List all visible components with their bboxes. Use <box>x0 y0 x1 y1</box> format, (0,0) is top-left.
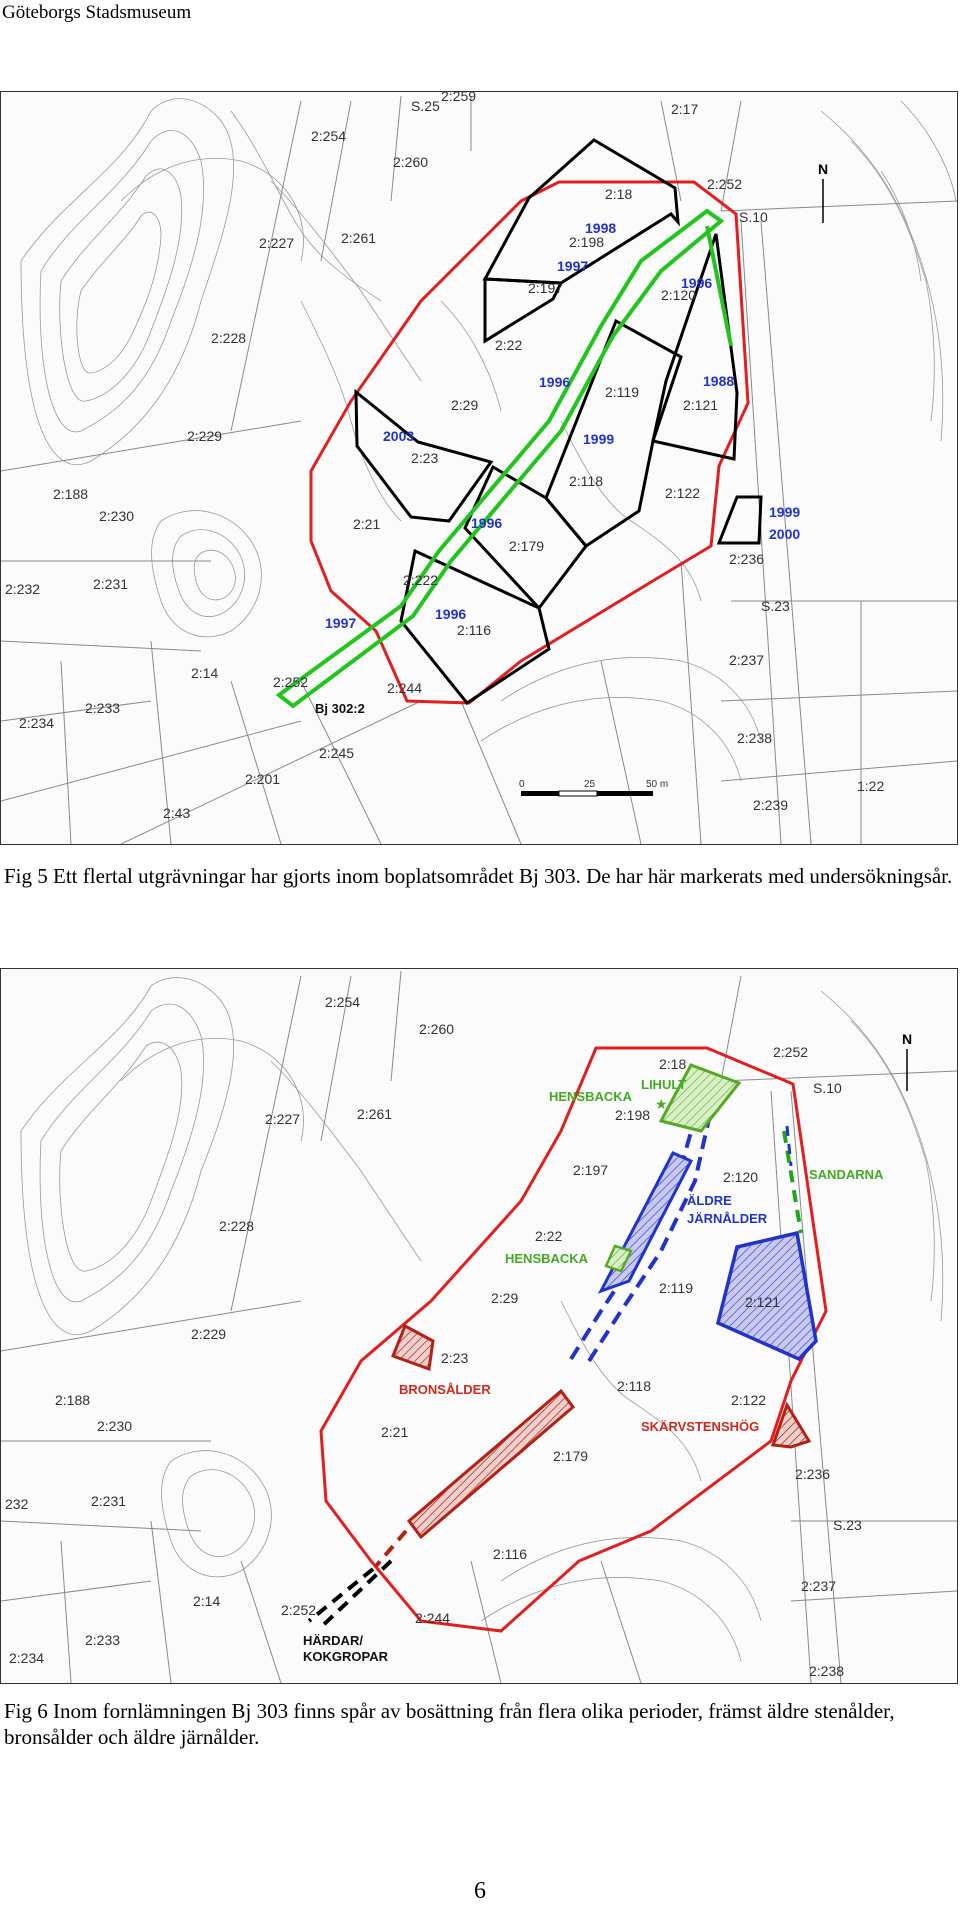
scale-label-0: 0 <box>519 779 525 790</box>
parcel-label: 2:254 <box>311 128 347 144</box>
parcel-label: 2:201 <box>245 771 281 787</box>
excavation-year-label: 1996 <box>435 606 467 622</box>
north-arrow-label: N <box>902 1031 913 1047</box>
parcel-label: 2:261 <box>357 1106 393 1122</box>
parcel-label: 2:23 <box>411 450 439 466</box>
parcel-label: 2:233 <box>85 1632 121 1648</box>
parcel-label: 2:188 <box>55 1392 91 1408</box>
property-lines <box>1 96 957 844</box>
parcel-label: 2:234 <box>9 1650 45 1666</box>
parcel-label: 2:198 <box>615 1107 651 1123</box>
parcel-label: 2:260 <box>393 154 429 170</box>
parcel-label: S.23 <box>833 1517 862 1533</box>
scale-label-25: 25 <box>584 779 596 790</box>
parcel-label: 2:188 <box>53 486 89 502</box>
scale-label-50: 50 m <box>646 779 669 790</box>
parcel-label: 2:244 <box>387 680 423 696</box>
excavation-year-label: 1997 <box>325 615 357 631</box>
svg-text:★: ★ <box>655 1098 668 1113</box>
parcel-label: 2:231 <box>93 576 129 592</box>
north-arrow <box>818 161 828 223</box>
parcel-label: 2:230 <box>99 508 135 524</box>
excavation-trench <box>279 211 721 706</box>
parcel-label: 2:43 <box>163 805 191 821</box>
parcel-label: 2:236 <box>729 551 765 567</box>
excavation-areas <box>356 140 761 703</box>
parcel-label: 2:120 <box>723 1169 759 1185</box>
period-label: HÄRDAR/ <box>303 1633 363 1648</box>
parcel-label: 2:22 <box>495 337 523 353</box>
parcel-label: 232 <box>5 1496 29 1512</box>
parcel-label: 2:233 <box>85 700 121 716</box>
period-label: BRONSÅLDER <box>399 1382 491 1397</box>
page-number: 6 <box>474 1878 486 1904</box>
period-label: SKÄRVSTENSHÖG <box>641 1419 760 1434</box>
parcel-label: 2:122 <box>731 1392 767 1408</box>
parcel-label: 2:118 <box>569 473 603 489</box>
parcel-label: 2:237 <box>801 1578 837 1594</box>
parcel-label: 2:237 <box>729 652 765 668</box>
settlement-periods-map <box>0 968 958 1684</box>
parcel-label: 2:259 <box>441 92 477 104</box>
parcel-label: S.10 <box>813 1080 842 1096</box>
parcel-label: 2:116 <box>457 622 491 638</box>
parcel-label: 2:252 <box>773 1044 809 1060</box>
parcel-label: 2:179 <box>553 1448 589 1464</box>
north-arrow-label: N <box>818 161 829 177</box>
parcel-label: 2:18 <box>659 1056 687 1072</box>
parcel-label: 2:119 <box>659 1280 693 1296</box>
parcel-label: 2:23 <box>441 1350 469 1366</box>
excavation-year-label: 1998 <box>585 220 617 236</box>
period-label: KOKGROPAR <box>303 1649 388 1664</box>
excavation-year-label: 1996 <box>539 374 571 390</box>
parcel-label: 2:244 <box>415 1610 451 1626</box>
star-icon <box>655 1098 668 1113</box>
parcel-label: 2:234 <box>19 715 55 731</box>
aldre-jarnalder-strip <box>601 1153 691 1291</box>
parcel-label: 2:254 <box>325 994 361 1010</box>
parcel-label: 2:121 <box>683 397 719 413</box>
excavation-year-label: 1999 <box>769 504 801 520</box>
parcel-label: 2:222 <box>403 572 439 588</box>
parcel-label: 2:122 <box>665 485 701 501</box>
parcel-label: 2:197 <box>528 280 564 296</box>
parcel-label: 2:260 <box>419 1021 455 1037</box>
parcel-label: 2:21 <box>353 516 381 532</box>
document-header: Göteborgs Stadsmuseum <box>2 2 192 23</box>
parcel-label: 2:14 <box>191 665 219 681</box>
period-label: HENSBACKA <box>505 1251 589 1266</box>
parcel-label: 1:22 <box>857 778 885 794</box>
parcel-label: 2:238 <box>737 730 773 746</box>
site-label: Bj 302:2 <box>315 701 365 716</box>
excavation-year-label: 2000 <box>769 526 801 542</box>
parcel-label: 2:252 <box>281 1602 317 1618</box>
parcel-label: 2:227 <box>259 235 295 251</box>
parcel-label: 2:229 <box>191 1326 227 1342</box>
parcel-label: 2:252 <box>707 176 743 192</box>
period-label: LIHULT <box>641 1077 687 1092</box>
parcel-label: 2:21 <box>381 1424 409 1440</box>
excavation-year-label: 1997 <box>557 258 589 274</box>
parcel-label: 2:227 <box>265 1111 301 1127</box>
parcel-label: 2:121 <box>745 1294 781 1310</box>
north-arrow <box>902 1031 912 1091</box>
skarvstenshog-area <box>773 1405 809 1447</box>
parcel-label: 2:18 <box>605 186 633 202</box>
parcel-label: 2:230 <box>97 1418 133 1434</box>
excavation-year-label: 2003 <box>383 428 415 444</box>
terrain-contours <box>21 99 956 781</box>
site-boundary <box>321 1048 826 1631</box>
parcel-label: 2:197 <box>573 1162 609 1178</box>
parcel-label: S.25 <box>411 98 440 114</box>
period-label: SANDARNA <box>809 1167 884 1182</box>
figure-5-caption: Fig 5 Ett flertal utgrävningar har gjorts inom boplatsområdet Bj 303. De har här markerats med undersökningsår. <box>4 864 953 888</box>
parcel-label: 2:118 <box>617 1378 651 1394</box>
parcel-label: 2:261 <box>341 230 377 246</box>
parcel-label: 2:119 <box>605 384 639 400</box>
parcel-label: 2:17 <box>671 101 699 117</box>
period-label: HENSBACKA <box>549 1089 633 1104</box>
parcel-label: 2:252 <box>273 674 309 690</box>
parcel-label: 2:22 <box>535 1228 563 1244</box>
bronsalder-area <box>393 1326 433 1369</box>
bronsalder-strip <box>409 1391 573 1537</box>
parcel-label: 2:228 <box>211 330 247 346</box>
parcel-label: 2:232 <box>5 581 41 597</box>
scale-bar <box>519 779 668 796</box>
excavation-years-map <box>0 91 958 845</box>
excavation-year-label: 1996 <box>471 515 503 531</box>
period-label: JÄRNÅLDER <box>687 1211 768 1226</box>
period-label: ÄLDRE <box>687 1193 732 1208</box>
parcel-label: S.10 <box>739 209 768 225</box>
parcel-label: 2:231 <box>91 1493 127 1509</box>
parcel-label: 2:239 <box>753 797 789 813</box>
parcel-label: 2:198 <box>569 234 605 250</box>
parcel-label: 2:14 <box>193 1593 221 1609</box>
parcel-label: 2:29 <box>491 1290 519 1306</box>
parcel-label: 2:229 <box>187 428 223 444</box>
parcel-label: 2:116 <box>493 1546 527 1562</box>
excavation-year-label: 1996 <box>681 275 713 291</box>
parcel-label: 2:29 <box>451 397 479 413</box>
parcel-label: 2:179 <box>509 538 545 554</box>
parcel-label: S.23 <box>761 598 790 614</box>
parcel-label: 2:236 <box>795 1466 831 1482</box>
excavation-year-label: 1999 <box>583 431 615 447</box>
parcel-label: 2:245 <box>319 745 355 761</box>
parcel-label: 2:228 <box>219 1218 255 1234</box>
lihult-area <box>661 1065 739 1131</box>
figure-6-caption: Fig 6 Inom fornlämningen Bj 303 finns spår av bosättning från flera olika perioder, främst äldre stenålder, bronsålder och äldre järnålder. <box>4 1699 895 1749</box>
parcel-label: 2:120 <box>661 287 697 303</box>
parcel-label: 2:238 <box>809 1663 845 1679</box>
excavation-year-label: 1988 <box>703 373 735 389</box>
